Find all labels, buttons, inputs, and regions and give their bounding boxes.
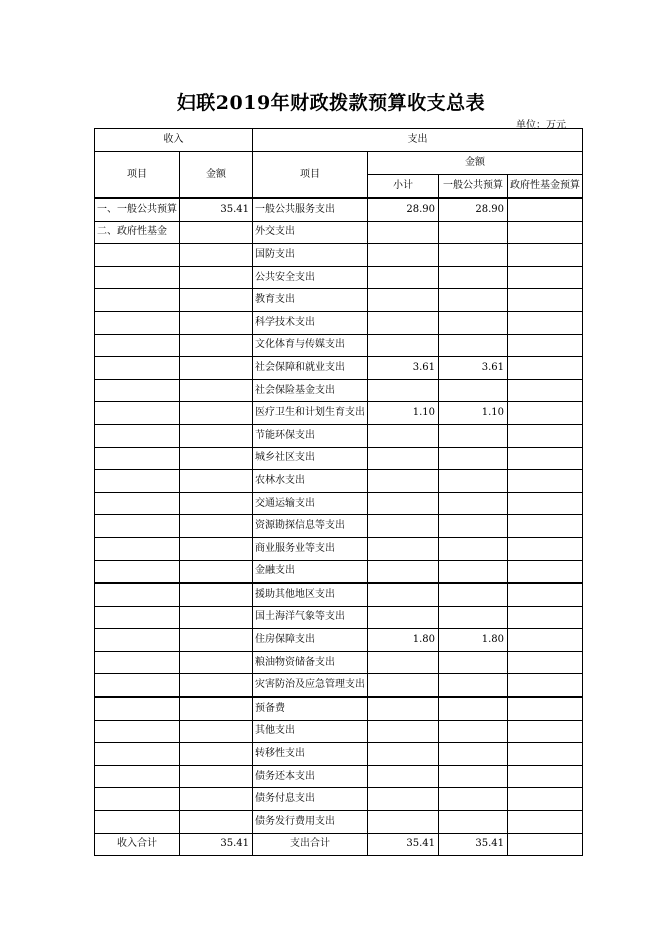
gov-fund-cell bbox=[508, 629, 583, 652]
expense-item-cell: 社会保障和就业支出 bbox=[253, 357, 368, 380]
subtotal-cell bbox=[368, 606, 439, 629]
table-row bbox=[95, 244, 583, 267]
expense-amount-header: 金额 bbox=[368, 152, 583, 175]
subtotal-cell bbox=[368, 560, 439, 583]
income-amount-cell bbox=[180, 221, 253, 244]
gov-fund-cell bbox=[508, 720, 583, 743]
general-budget-cell bbox=[439, 311, 508, 334]
subtotal-cell bbox=[368, 244, 439, 267]
gov-fund-cell bbox=[508, 424, 583, 447]
income-item-cell bbox=[95, 470, 180, 493]
income-amount-cell bbox=[180, 629, 253, 652]
expense-item-cell: 农林水支出 bbox=[253, 470, 368, 493]
expense-item-cell: 外交支出 bbox=[253, 221, 368, 244]
expense-item-cell: 社会保险基金支出 bbox=[253, 379, 368, 402]
income-item-cell bbox=[95, 743, 180, 766]
table-row bbox=[95, 402, 583, 425]
table-row bbox=[95, 470, 583, 493]
table-row bbox=[95, 221, 583, 244]
expense-item-cell: 文化体育与传媒支出 bbox=[253, 334, 368, 357]
general-budget-cell: 1.80 bbox=[439, 629, 508, 652]
general-budget-header: 一般公共预算 bbox=[439, 175, 508, 199]
general-budget-cell bbox=[439, 244, 508, 267]
income-item-cell bbox=[95, 515, 180, 538]
income-amount-cell bbox=[180, 811, 253, 834]
budget-table bbox=[94, 128, 583, 856]
income-amount-cell bbox=[180, 357, 253, 380]
income-item-cell bbox=[95, 788, 180, 811]
subtotal-cell bbox=[368, 221, 439, 244]
table-row bbox=[95, 357, 583, 380]
income-item-cell: 二、政府性基金 bbox=[95, 221, 180, 244]
expense-item-cell: 节能环保支出 bbox=[253, 424, 368, 447]
subtotal-cell bbox=[368, 266, 439, 289]
income-item-cell bbox=[95, 424, 180, 447]
income-item-cell bbox=[95, 560, 180, 583]
gov-fund-header: 政府性基金预算 bbox=[508, 175, 583, 199]
general-budget-cell bbox=[439, 697, 508, 720]
income-amount-cell bbox=[180, 244, 253, 267]
totals-row bbox=[95, 833, 583, 856]
subtotal-cell bbox=[368, 424, 439, 447]
page-title: 妇联2019年财政拨款预算收支总表 bbox=[176, 92, 486, 114]
general-budget-cell bbox=[439, 674, 508, 697]
subtotal-cell bbox=[368, 583, 439, 606]
gov-fund-cell bbox=[508, 697, 583, 720]
expense-item-cell: 国防支出 bbox=[253, 244, 368, 267]
table-row bbox=[95, 629, 583, 652]
income-amount-cell bbox=[180, 651, 253, 674]
general-budget-cell bbox=[439, 447, 508, 470]
general-budget-cell: 3.61 bbox=[439, 357, 508, 380]
gov-fund-cell bbox=[508, 244, 583, 267]
subtotal-cell bbox=[368, 537, 439, 560]
expense-item-cell: 一般公共服务支出 bbox=[253, 198, 368, 221]
income-amount-cell bbox=[180, 266, 253, 289]
subtotal-cell bbox=[368, 334, 439, 357]
income-item-cell bbox=[95, 674, 180, 697]
gov-fund-cell bbox=[508, 743, 583, 766]
expense-item-cell: 预备费 bbox=[253, 697, 368, 720]
header-row-2 bbox=[95, 152, 583, 175]
subtotal-header: 小计 bbox=[368, 175, 439, 199]
gov-fund-cell bbox=[508, 221, 583, 244]
expense-item-cell: 其他支出 bbox=[253, 720, 368, 743]
table-row bbox=[95, 606, 583, 629]
expense-item-cell: 医疗卫生和计划生育支出 bbox=[253, 402, 368, 425]
expense-item-cell: 援助其他地区支出 bbox=[253, 583, 368, 606]
table-row bbox=[95, 583, 583, 606]
subtotal-cell bbox=[368, 697, 439, 720]
income-item-cell bbox=[95, 402, 180, 425]
income-item-cell bbox=[95, 357, 180, 380]
income-item-cell bbox=[95, 629, 180, 652]
expense-item-cell: 转移性支出 bbox=[253, 743, 368, 766]
subtotal-cell bbox=[368, 651, 439, 674]
income-amount-cell bbox=[180, 788, 253, 811]
general-budget-cell bbox=[439, 651, 508, 674]
subtotal-cell bbox=[368, 743, 439, 766]
general-budget-cell bbox=[439, 266, 508, 289]
expense-item-cell: 债务付息支出 bbox=[253, 788, 368, 811]
subtotal-cell bbox=[368, 447, 439, 470]
subtotal-cell bbox=[368, 765, 439, 788]
expense-total-general: 35.41 bbox=[439, 833, 508, 856]
expense-header: 支出 bbox=[253, 129, 583, 152]
table-row bbox=[95, 743, 583, 766]
income-amount-cell bbox=[180, 402, 253, 425]
income-item-cell bbox=[95, 492, 180, 515]
income-amount-cell bbox=[180, 311, 253, 334]
subtotal-cell bbox=[368, 811, 439, 834]
general-budget-cell bbox=[439, 289, 508, 312]
general-budget-cell bbox=[439, 470, 508, 493]
header-row-1 bbox=[95, 129, 583, 152]
gov-fund-cell bbox=[508, 266, 583, 289]
subtotal-cell bbox=[368, 289, 439, 312]
expense-item-cell: 城乡社区支出 bbox=[253, 447, 368, 470]
gov-fund-cell bbox=[508, 311, 583, 334]
general-budget-cell bbox=[439, 221, 508, 244]
table-row bbox=[95, 379, 583, 402]
income-amount-cell bbox=[180, 743, 253, 766]
income-amount-cell bbox=[180, 720, 253, 743]
table-row bbox=[95, 311, 583, 334]
income-amount-cell bbox=[180, 492, 253, 515]
subtotal-cell bbox=[368, 492, 439, 515]
general-budget-cell bbox=[439, 334, 508, 357]
gov-fund-cell bbox=[508, 583, 583, 606]
income-amount-cell bbox=[180, 379, 253, 402]
income-header: 收入 bbox=[95, 129, 253, 152]
income-amount-cell bbox=[180, 674, 253, 697]
subtotal-cell bbox=[368, 674, 439, 697]
general-budget-cell: 1.10 bbox=[439, 402, 508, 425]
gov-fund-cell bbox=[508, 198, 583, 221]
gov-fund-cell bbox=[508, 402, 583, 425]
income-item-cell bbox=[95, 311, 180, 334]
general-budget-cell bbox=[439, 560, 508, 583]
subtotal-cell: 28.90 bbox=[368, 198, 439, 221]
expense-item-cell: 科学技术支出 bbox=[253, 311, 368, 334]
income-amount-cell bbox=[180, 765, 253, 788]
expense-item-cell: 住房保障支出 bbox=[253, 629, 368, 652]
table-row bbox=[95, 674, 583, 697]
general-budget-cell bbox=[439, 811, 508, 834]
income-amount-cell bbox=[180, 583, 253, 606]
income-item-cell bbox=[95, 651, 180, 674]
gov-fund-cell bbox=[508, 788, 583, 811]
general-budget-cell: 28.90 bbox=[439, 198, 508, 221]
expense-item-cell: 商业服务业等支出 bbox=[253, 537, 368, 560]
expense-item-cell: 国土海洋气象等支出 bbox=[253, 606, 368, 629]
income-amount-header: 金额 bbox=[180, 152, 253, 199]
subtotal-cell bbox=[368, 788, 439, 811]
general-budget-cell bbox=[439, 537, 508, 560]
expense-item-cell: 债务还本支出 bbox=[253, 765, 368, 788]
gov-fund-cell bbox=[508, 515, 583, 538]
subtotal-cell: 1.10 bbox=[368, 402, 439, 425]
gov-fund-cell bbox=[508, 537, 583, 560]
general-budget-cell bbox=[439, 765, 508, 788]
subtotal-cell bbox=[368, 470, 439, 493]
subtotal-cell: 1.80 bbox=[368, 629, 439, 652]
gov-fund-cell bbox=[508, 765, 583, 788]
expense-item-cell: 粮油物资储备支出 bbox=[253, 651, 368, 674]
income-item-cell bbox=[95, 697, 180, 720]
expense-total-subtotal: 35.41 bbox=[368, 833, 439, 856]
income-total-label: 收入合计 bbox=[95, 833, 180, 856]
income-item-cell bbox=[95, 289, 180, 312]
income-item-cell bbox=[95, 379, 180, 402]
general-budget-cell bbox=[439, 379, 508, 402]
table-row bbox=[95, 289, 583, 312]
subtotal-cell bbox=[368, 515, 439, 538]
gov-fund-cell bbox=[508, 357, 583, 380]
income-item-cell bbox=[95, 606, 180, 629]
gov-fund-cell bbox=[508, 289, 583, 312]
table-row bbox=[95, 651, 583, 674]
general-budget-cell bbox=[439, 606, 508, 629]
table-row bbox=[95, 266, 583, 289]
expense-total-label: 支出合计 bbox=[253, 833, 368, 856]
income-amount-cell bbox=[180, 470, 253, 493]
income-amount-cell bbox=[180, 560, 253, 583]
unit-label: 单位：万元 bbox=[516, 120, 566, 131]
table-row bbox=[95, 198, 583, 221]
expense-item-cell: 教育支出 bbox=[253, 289, 368, 312]
income-item-cell bbox=[95, 447, 180, 470]
income-amount-cell bbox=[180, 447, 253, 470]
income-item-cell bbox=[95, 244, 180, 267]
income-amount-cell: 35.41 bbox=[180, 198, 253, 221]
income-item-cell bbox=[95, 583, 180, 606]
table-row bbox=[95, 560, 583, 583]
general-budget-cell bbox=[439, 492, 508, 515]
expense-total-fund bbox=[508, 833, 583, 856]
subtotal-cell bbox=[368, 311, 439, 334]
expense-item-cell: 公共安全支出 bbox=[253, 266, 368, 289]
gov-fund-cell bbox=[508, 379, 583, 402]
income-amount-cell bbox=[180, 537, 253, 560]
income-item-cell bbox=[95, 765, 180, 788]
gov-fund-cell bbox=[508, 811, 583, 834]
income-item-cell bbox=[95, 811, 180, 834]
income-item-cell bbox=[95, 266, 180, 289]
expense-item-cell: 交通运输支出 bbox=[253, 492, 368, 515]
income-total-amount: 35.41 bbox=[180, 833, 253, 856]
income-item-cell: 一、一般公共预算 bbox=[95, 198, 180, 221]
expense-item-header: 项目 bbox=[253, 152, 368, 199]
general-budget-cell bbox=[439, 720, 508, 743]
expense-item-cell: 债务发行费用支出 bbox=[253, 811, 368, 834]
income-amount-cell bbox=[180, 515, 253, 538]
general-budget-cell bbox=[439, 424, 508, 447]
table-row bbox=[95, 537, 583, 560]
gov-fund-cell bbox=[508, 651, 583, 674]
table-row bbox=[95, 492, 583, 515]
table-row bbox=[95, 447, 583, 470]
gov-fund-cell bbox=[508, 334, 583, 357]
table-row bbox=[95, 424, 583, 447]
table-row bbox=[95, 765, 583, 788]
table-row bbox=[95, 788, 583, 811]
general-budget-cell bbox=[439, 515, 508, 538]
income-item-cell bbox=[95, 334, 180, 357]
gov-fund-cell bbox=[508, 674, 583, 697]
income-amount-cell bbox=[180, 424, 253, 447]
income-item-header: 项目 bbox=[95, 152, 180, 199]
general-budget-cell bbox=[439, 583, 508, 606]
expense-item-cell: 资源勘探信息等支出 bbox=[253, 515, 368, 538]
gov-fund-cell bbox=[508, 447, 583, 470]
gov-fund-cell bbox=[508, 470, 583, 493]
table-row bbox=[95, 720, 583, 743]
table-row bbox=[95, 697, 583, 720]
income-amount-cell bbox=[180, 334, 253, 357]
gov-fund-cell bbox=[508, 606, 583, 629]
income-item-cell bbox=[95, 537, 180, 560]
table-row bbox=[95, 515, 583, 538]
income-amount-cell bbox=[180, 697, 253, 720]
expense-item-cell: 灾害防治及应急管理支出 bbox=[253, 674, 368, 697]
gov-fund-cell bbox=[508, 560, 583, 583]
income-amount-cell bbox=[180, 289, 253, 312]
expense-item-cell: 金融支出 bbox=[253, 560, 368, 583]
subtotal-cell bbox=[368, 379, 439, 402]
general-budget-cell bbox=[439, 788, 508, 811]
income-item-cell bbox=[95, 720, 180, 743]
subtotal-cell: 3.61 bbox=[368, 357, 439, 380]
income-amount-cell bbox=[180, 606, 253, 629]
gov-fund-cell bbox=[508, 492, 583, 515]
table-row bbox=[95, 334, 583, 357]
table-row bbox=[95, 811, 583, 834]
subtotal-cell bbox=[368, 720, 439, 743]
general-budget-cell bbox=[439, 743, 508, 766]
